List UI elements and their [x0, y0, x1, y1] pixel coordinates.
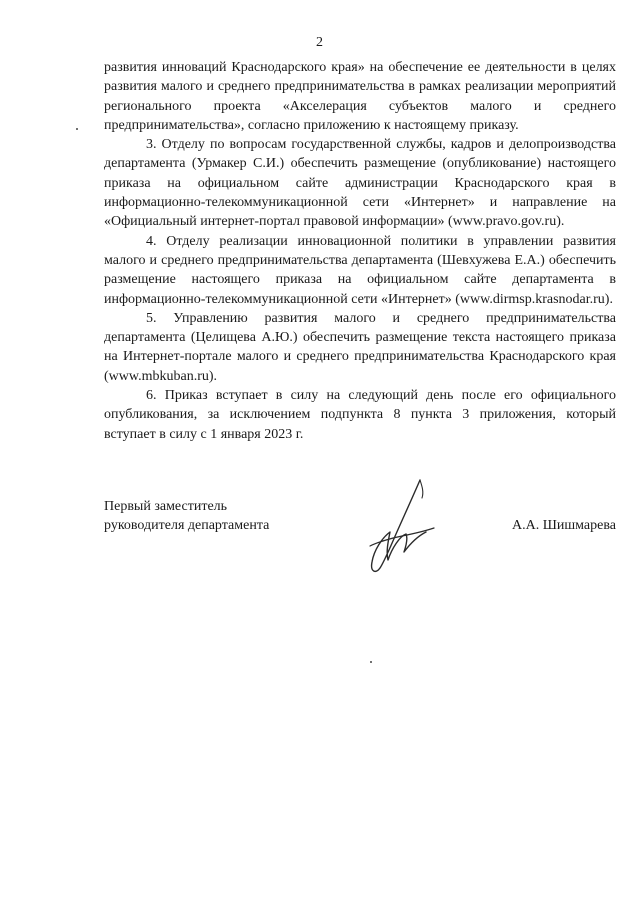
signatory-position-line1: Первый заместитель: [104, 499, 228, 514]
paragraph-item-4: 4. Отделу реализации инновационной политики в управлении развития малого и среднего предпринимательства департамента (Шевхужева Е.А.) обеспечить размещение настоящего приказа на официальном сайте департамента в информационно-телекоммуникационной сети «Интернет» (www.dirmsp.krasnodar.ru).: [104, 233, 616, 307]
scan-speck: [76, 128, 78, 130]
paragraph-item-6: 6. Приказ вступает в силу на следующий день после его официального опубликования, за исключением подпункта 8 пункта 3 приложения, который вступает в силу с 1 января 2023 г.: [104, 388, 616, 442]
handwritten-signature: [362, 476, 446, 576]
paragraph-continuation: развития инноваций Краснодарского края» на обеспечение ее деятельности в целях развития малого и среднего предпринимательства в рамках реализации мероприятий регионального проекта «Акселерация субъектов малого и среднего предпринимательства», согласно приложению к настоящему приказу.: [104, 60, 616, 133]
signatory-position-line2: руководителя департамента: [104, 518, 270, 534]
scan-speck: [370, 661, 372, 663]
paragraph-item-5: 5. Управлению развития малого и среднего предпринимательства департамента (Целищева А.Ю.) обеспечить размещение текста настоящего приказа на Интернет-портале малого и среднего предпринимательства Краснодарского края (www.mbkuban.ru).: [104, 310, 616, 384]
paragraph-item-3: 3. Отделу по вопросам государственной службы, кадров и делопроизводства департамента (Урмакер С.И.) обеспечить размещение (опубликование) настоящего приказа на официальном сайте администрации Краснодарского края в информационно-телекоммуникационной сети «Интернет» и направление на «Официальный интернет-портал правовой информации» (www.pravo.gov.ru).: [104, 137, 616, 230]
page-number: 2: [316, 35, 323, 50]
signatory-name: А.А. Шишмарева: [512, 518, 616, 533]
signatory-position: [104, 497, 269, 536]
document-body: [104, 58, 616, 444]
